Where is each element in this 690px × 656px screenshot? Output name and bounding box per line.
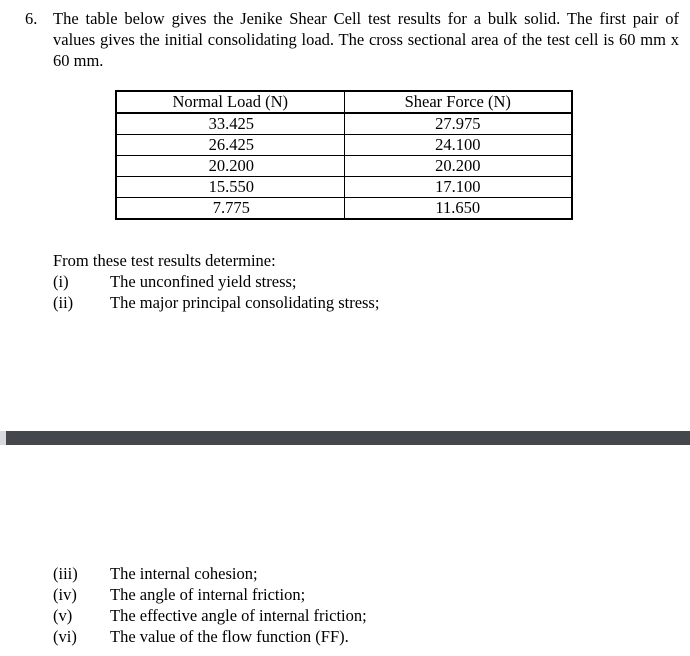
task-item — [53, 626, 349, 647]
normal-load-header: Normal Load (N) — [116, 91, 344, 113]
table-row — [116, 156, 572, 177]
task-number: (ii) — [53, 293, 74, 312]
shear-force-cell: 17.100 — [344, 177, 572, 198]
normal-load-cell: 15.550 — [116, 177, 344, 198]
task-number: (iii) — [53, 564, 78, 583]
normal-load-cell: 20.200 — [116, 156, 344, 177]
task-number: (i) — [53, 272, 69, 291]
table-row — [116, 113, 572, 135]
normal-load-cell: 33.425 — [116, 113, 344, 135]
task-text: The value of the flow function (FF). — [110, 627, 349, 646]
task-item — [53, 271, 297, 292]
shear-force-cell: 20.200 — [344, 156, 572, 177]
task-number: (vi) — [53, 627, 77, 646]
normal-load-cell: 26.425 — [116, 135, 344, 156]
shear-force-cell: 11.650 — [344, 198, 572, 220]
table-row — [116, 177, 572, 198]
question-number: 6. — [25, 9, 38, 28]
task-item — [53, 292, 379, 313]
task-item — [53, 563, 258, 584]
task-number: (iv) — [53, 585, 77, 604]
task-text: The angle of internal friction; — [110, 585, 306, 604]
task-item — [53, 584, 305, 605]
instructions-intro: From these test results determine: — [53, 251, 276, 270]
task-text: The unconfined yield stress; — [110, 272, 297, 291]
table-row — [116, 135, 572, 156]
normal-load-cell: 7.775 — [116, 198, 344, 220]
task-text: The internal cohesion; — [110, 564, 258, 583]
shear-force-header: Shear Force (N) — [344, 91, 572, 113]
table-header-row — [116, 91, 572, 113]
shear-force-cell: 24.100 — [344, 135, 572, 156]
shear-test-table — [115, 90, 573, 220]
task-text: The effective angle of internal friction; — [110, 606, 367, 625]
table-row — [116, 198, 572, 220]
task-item — [53, 605, 367, 626]
shear-force-cell: 27.975 — [344, 113, 572, 135]
question-text: The table below gives the Jenike Shear Cell test results for a bulk solid. The first pair of values gives the initial consolidating load. The cross sectional area of the test cell is 60 mm x 60 mm. — [53, 9, 679, 70]
task-number: (v) — [53, 606, 73, 625]
task-text: The major principal consolidating stress; — [110, 293, 380, 312]
page-divider — [0, 431, 690, 445]
